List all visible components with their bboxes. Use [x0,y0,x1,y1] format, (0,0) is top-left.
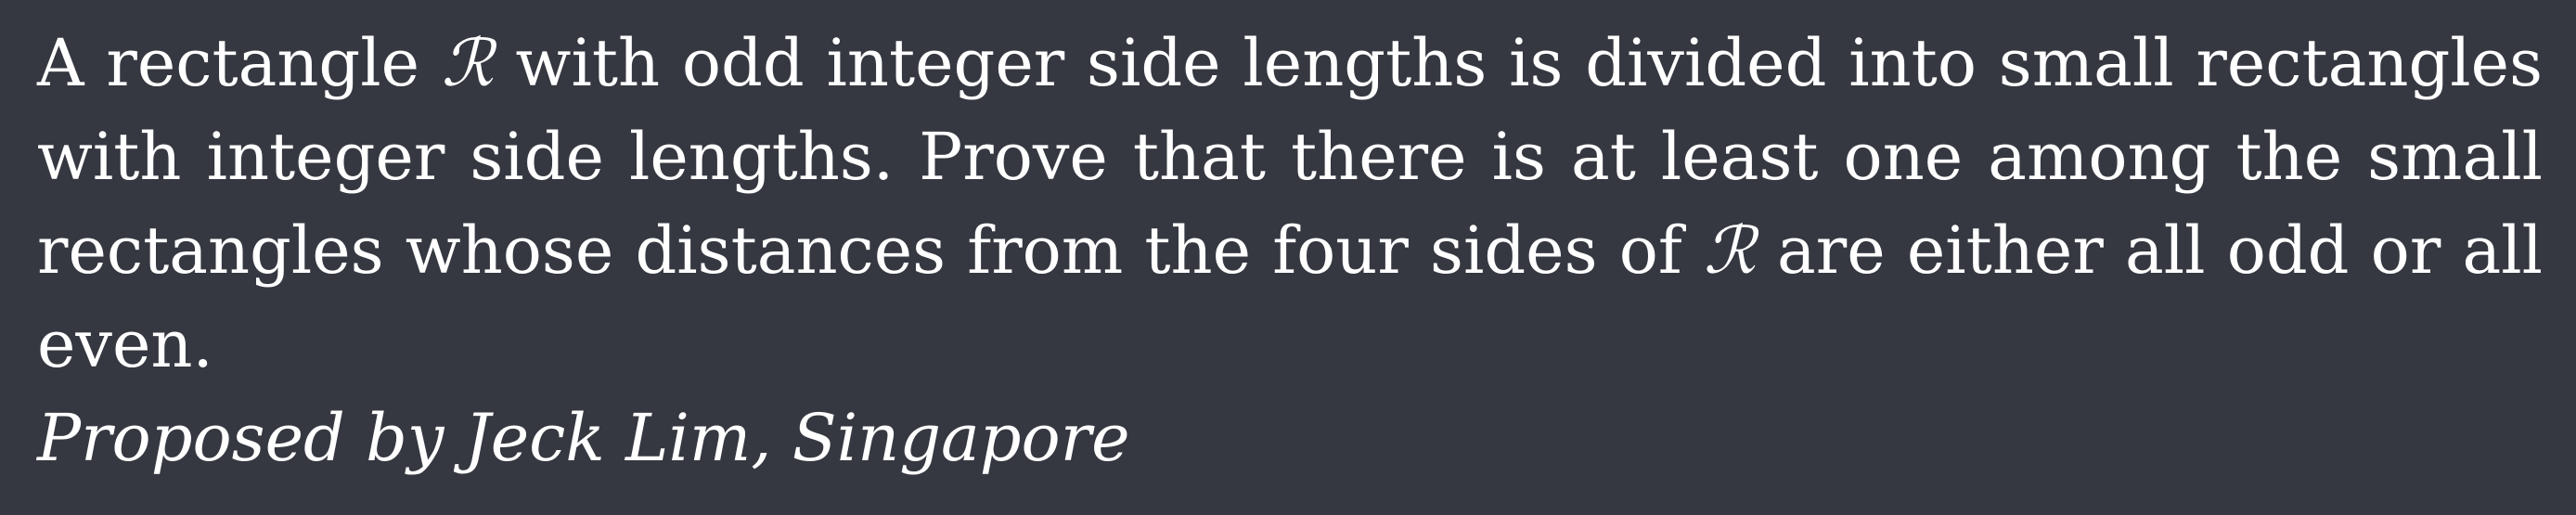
math-symbol-r: ℛ [441,25,494,101]
statement-text-1: A rectangle [37,25,442,101]
problem-attribution: Proposed by Jeck Lim, Singapore [37,400,1130,476]
problem-statement [37,17,2543,392]
problem-document [37,17,2543,485]
math-symbol-r: ℛ [1703,212,1756,289]
statement-text-2: with odd integer side lengths is divided into small rectangles with integer side lengths. Prove that there is at least one among the small rectangles whose distances from the four sides of [37,25,2544,289]
statement-text-3: are either all odd or all even. [37,212,2543,382]
